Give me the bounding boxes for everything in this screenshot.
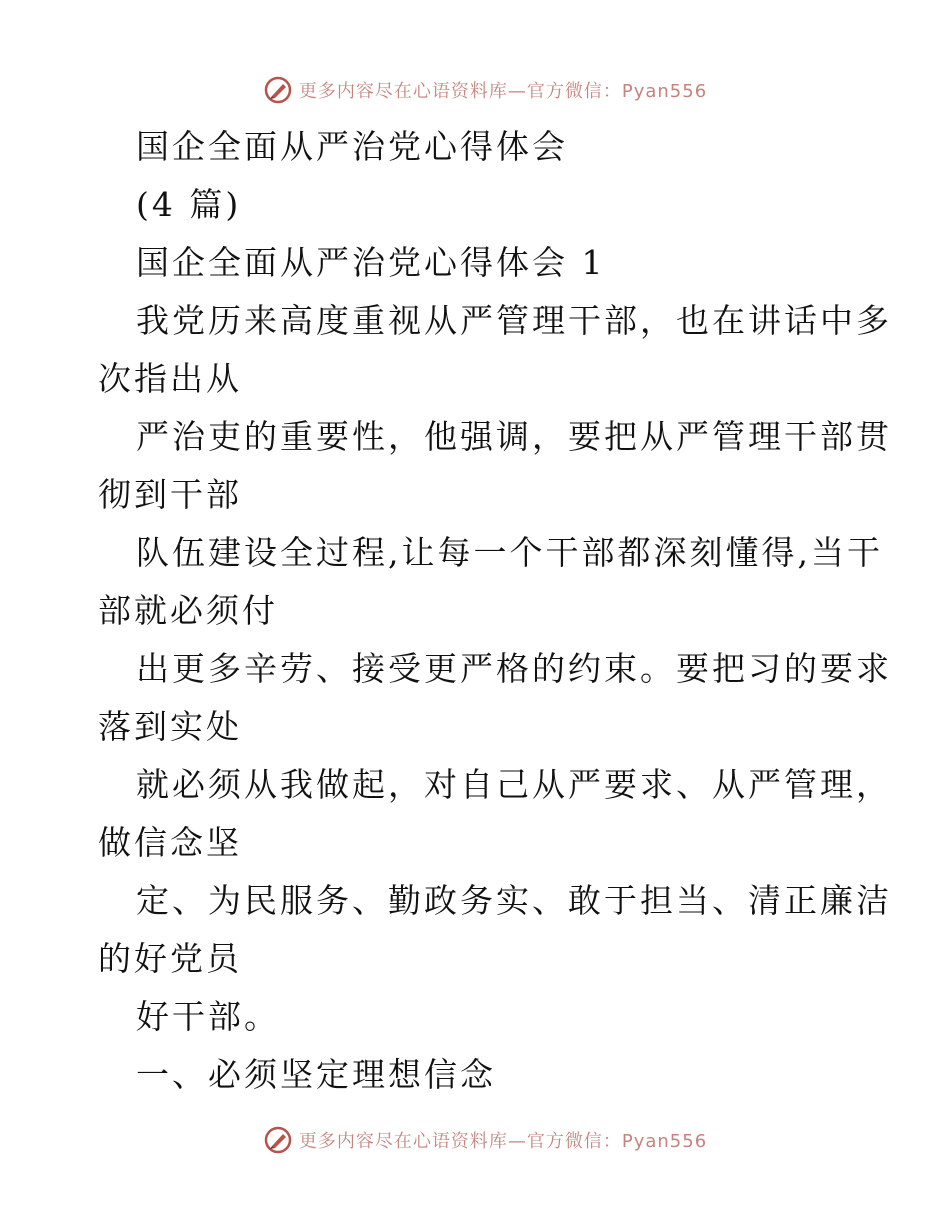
footer-banner-inner xyxy=(263,1125,707,1155)
paragraph-line: 定、为民服务、勤政务实、敢于担当、清正廉洁 xyxy=(136,881,892,920)
paragraph-line: 落到实处 xyxy=(98,707,242,746)
paragraph-line: 出更多辛劳、接受更严格的约束。要把习的要求 xyxy=(136,649,892,688)
document-subtitle: (4 篇) xyxy=(136,185,242,224)
paragraph-line: 的好党员 xyxy=(98,939,242,978)
paragraph-line: 就必须从我做起，对自己从严要求、从严管理， xyxy=(136,765,892,804)
paragraph-line: 部就必须付 xyxy=(98,591,278,630)
header-banner-inner xyxy=(263,75,707,105)
section-heading: 国企全面从严治党心得体会 1 xyxy=(136,243,606,282)
paragraph-line: 一、必须坚定理想信念 xyxy=(136,1055,496,1094)
footer-watermark-banner xyxy=(0,1120,950,1160)
paragraph-line: 严治吏的重要性，他强调，要把从严管理干部贯 xyxy=(136,417,892,456)
paragraph-line: 做信念坚 xyxy=(98,823,242,862)
paragraph-line: 队伍建设全过程,让每一个干部都深刻懂得,当干 xyxy=(136,533,883,572)
header-watermark-banner xyxy=(0,70,950,110)
document-title: 国企全面从严治党心得体会 xyxy=(136,127,568,166)
paragraph-line: 次指出从 xyxy=(98,359,242,398)
header-banner-text: 更多内容尽在心语资料库—官方微信：Pyan556 xyxy=(298,81,708,102)
paragraph-line: 彻到干部 xyxy=(98,475,242,514)
footer-banner-text: 更多内容尽在心语资料库—官方微信：Pyan556 xyxy=(298,1131,708,1152)
pen-logo-icon xyxy=(263,1125,293,1155)
pen-logo-icon xyxy=(263,75,293,105)
paragraph-line: 我党历来高度重视从严管理干部，也在讲话中多 xyxy=(136,301,892,340)
paragraph-line: 好干部。 xyxy=(136,997,280,1036)
